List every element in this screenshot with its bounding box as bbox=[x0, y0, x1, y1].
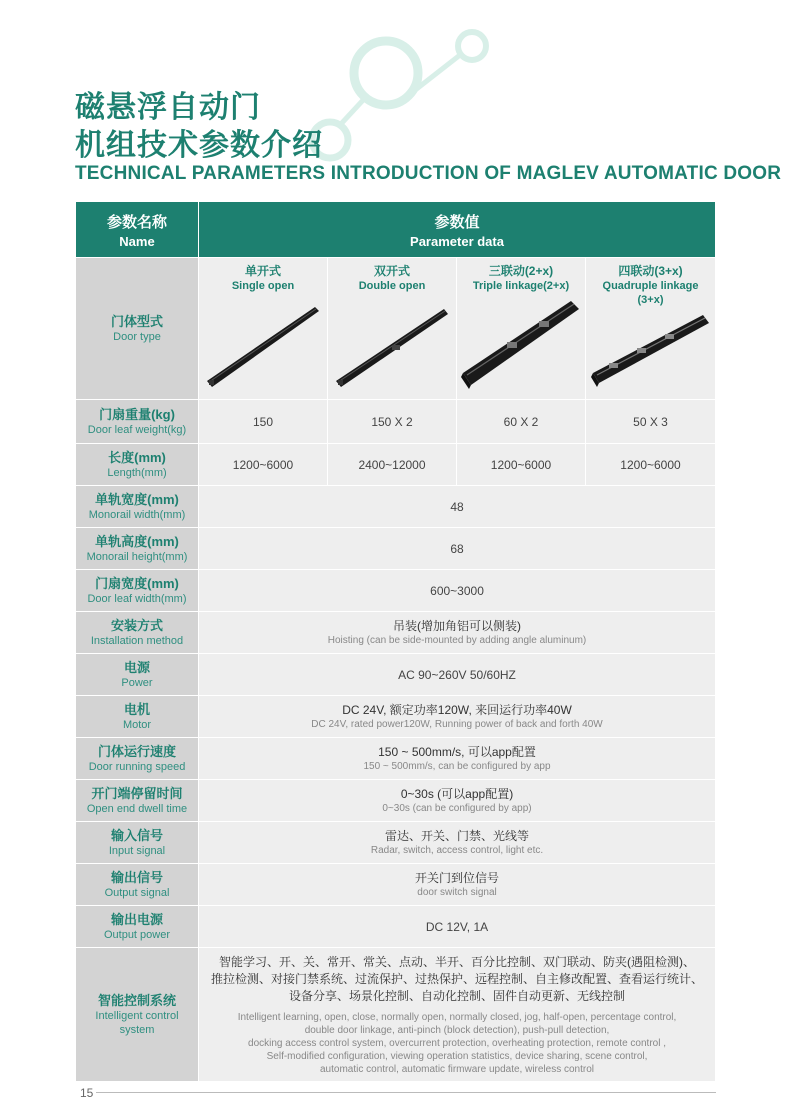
door-type-double bbox=[328, 258, 457, 400]
page-title-english: TECHNICAL PARAMETERS INTRODUCTION OF MAGLEV AUTOMATIC DOOR bbox=[75, 163, 782, 184]
value-cn: 150 ~ 500mm/s, 可以app配置 bbox=[378, 744, 536, 759]
table-row-output-signal bbox=[76, 864, 716, 906]
label-en: Door leaf width(mm) bbox=[87, 592, 187, 605]
label-en-line-2: system bbox=[119, 1023, 155, 1036]
label-cn: 单轨宽度(mm) bbox=[95, 491, 179, 507]
table-row-monorail-width bbox=[76, 486, 716, 528]
label-en: Input signal bbox=[108, 844, 166, 857]
row-label bbox=[76, 780, 199, 822]
label-cn: 输出电源 bbox=[110, 911, 163, 927]
value-cn-line: 设备分享、场景化控制、自动化控制、固件自动更新、无线控制 bbox=[289, 988, 626, 1003]
header-param-cn: 参数值 bbox=[434, 213, 480, 231]
double-rail-image bbox=[332, 297, 452, 389]
door-type-quadruple bbox=[586, 258, 716, 400]
value-cn-line: 推拉检测、对接门禁系统、过流保护、过热保护、远程控制、自主修改配置、查看运行统计、 bbox=[211, 971, 704, 986]
value-cn: 吊装(增加角铝可以侧装) bbox=[393, 618, 521, 633]
label-en: Door type bbox=[113, 330, 161, 343]
value-en: 150 ~ 500mm/s, can be configured by app bbox=[363, 760, 551, 772]
value-cn: 雷达、开关、门禁、光线等 bbox=[385, 828, 530, 843]
row-label bbox=[76, 444, 199, 486]
label-cn: 门体运行速度 bbox=[97, 743, 176, 759]
value-cell: 68 bbox=[199, 528, 716, 570]
label-cn: 长度(mm) bbox=[108, 449, 166, 465]
value-cell: 600~3000 bbox=[199, 570, 716, 612]
label-en: Power bbox=[121, 676, 153, 689]
table-row-dwell-time bbox=[76, 780, 716, 822]
spec-table bbox=[75, 201, 716, 1082]
label-cn: 智能控制系统 bbox=[97, 992, 176, 1008]
table-row-installation bbox=[76, 612, 716, 654]
header-name-cell bbox=[76, 202, 199, 258]
label-en: Length(mm) bbox=[107, 466, 167, 479]
label-cn: 电机 bbox=[123, 701, 150, 717]
page-title-line-1: 磁悬浮自动门 bbox=[75, 91, 261, 124]
triple-rail-image bbox=[459, 297, 583, 389]
header-name-en: Name bbox=[119, 233, 155, 249]
value-cell: 1200~6000 bbox=[586, 444, 716, 486]
single-rail-image bbox=[203, 297, 323, 389]
row-label bbox=[76, 822, 199, 864]
door-type-en: Quadruple linkage bbox=[602, 280, 699, 292]
label-en: Motor bbox=[122, 718, 152, 731]
label-en: Monorail width(mm) bbox=[88, 508, 186, 521]
row-label bbox=[76, 738, 199, 780]
value-en: 0~30s (can be configured by app) bbox=[382, 802, 532, 814]
value-cell: 1200~6000 bbox=[199, 444, 328, 486]
header-param-cell bbox=[199, 202, 716, 258]
table-row-input-signal bbox=[76, 822, 716, 864]
label-en: Installation method bbox=[90, 634, 184, 647]
value-cell: 60 X 2 bbox=[457, 400, 586, 444]
door-type-cn: 单开式 bbox=[244, 264, 281, 278]
value-en-line: docking access control system, overcurrent protection, overheating protection, remote control , bbox=[248, 1037, 666, 1049]
table-row-door-type bbox=[76, 258, 716, 400]
label-cn: 门体型式 bbox=[110, 313, 163, 329]
value-en-line: automatic control, automatic firmware update, wireless control bbox=[320, 1063, 595, 1075]
value-cn: DC 24V, 额定功率120W, 来回运行功率40W bbox=[342, 702, 572, 717]
value-en-line: Intelligent learning, open, close, normally open, normally closed, jog, half-open, percentage control, bbox=[237, 1011, 677, 1023]
door-type-en: Triple linkage(2+x) bbox=[472, 280, 570, 292]
value-cell bbox=[199, 780, 716, 822]
value-cell: DC 12V, 1A bbox=[199, 906, 716, 948]
door-type-cn: 双开式 bbox=[373, 264, 410, 278]
label-en: Intelligent control bbox=[95, 1009, 179, 1022]
value-cell: AC 90~260V 50/60HZ bbox=[199, 654, 716, 696]
value-en: Radar, switch, access control, light etc. bbox=[370, 844, 544, 856]
value-cell: 1200~6000 bbox=[457, 444, 586, 486]
value-cell: 50 X 3 bbox=[586, 400, 716, 444]
label-cn: 单轨高度(mm) bbox=[95, 533, 179, 549]
label-cn: 门扇重量(kg) bbox=[99, 406, 175, 422]
value-cell bbox=[199, 738, 716, 780]
table-row-motor bbox=[76, 696, 716, 738]
table-row-control-system bbox=[76, 948, 716, 1082]
page-number: 15 bbox=[80, 1086, 94, 1100]
door-type-en: Single open bbox=[231, 280, 295, 292]
row-label bbox=[76, 258, 199, 400]
label-cn: 门扇宽度(mm) bbox=[95, 575, 179, 591]
label-en: Monorail height(mm) bbox=[86, 550, 188, 563]
value-cell bbox=[199, 612, 716, 654]
label-en: Door running speed bbox=[88, 760, 186, 773]
quadruple-rail-image bbox=[589, 311, 713, 389]
value-cell bbox=[199, 864, 716, 906]
value-en-line: double door linkage, anti-pinch (block detection), push-pull detection, bbox=[304, 1024, 610, 1036]
value-cell: 150 bbox=[199, 400, 328, 444]
value-cell: 48 bbox=[199, 486, 716, 528]
row-label bbox=[76, 696, 199, 738]
door-type-en: Double open bbox=[358, 280, 426, 292]
label-en: Output signal bbox=[104, 886, 170, 899]
footer-divider bbox=[96, 1092, 716, 1093]
door-type-triple bbox=[457, 258, 586, 400]
header-param-en: Parameter data bbox=[410, 233, 504, 249]
label-en: Open end dwell time bbox=[86, 802, 188, 815]
label-cn: 电源 bbox=[123, 659, 150, 675]
row-label bbox=[76, 570, 199, 612]
value-en: door switch signal bbox=[417, 886, 497, 898]
table-row-leaf-weight bbox=[76, 400, 716, 444]
value-en: Hoisting (can be side-mounted by adding angle aluminum) bbox=[327, 634, 587, 646]
label-cn: 输出信号 bbox=[110, 869, 163, 885]
table-row-power bbox=[76, 654, 716, 696]
page-title-line-2: 机组技术参数介绍 bbox=[75, 129, 323, 162]
row-label bbox=[76, 948, 199, 1082]
label-cn: 安装方式 bbox=[110, 617, 163, 633]
row-label bbox=[76, 864, 199, 906]
table-header-row bbox=[76, 202, 716, 258]
table-row-output-power bbox=[76, 906, 716, 948]
label-cn: 输入信号 bbox=[110, 827, 163, 843]
row-label bbox=[76, 528, 199, 570]
value-cn: 0~30s (可以app配置) bbox=[400, 786, 514, 801]
label-cn: 开门端停留时间 bbox=[91, 785, 183, 801]
table-row-length bbox=[76, 444, 716, 486]
row-label bbox=[76, 612, 199, 654]
value-cell: 2400~12000 bbox=[328, 444, 457, 486]
value-en: DC 24V, rated power120W, Running power of back and forth 40W bbox=[311, 718, 603, 730]
door-type-cn: 四联动(3+x) bbox=[618, 264, 683, 278]
value-cell bbox=[199, 696, 716, 738]
table-row-monorail-height bbox=[76, 528, 716, 570]
row-label bbox=[76, 400, 199, 444]
table-row-speed bbox=[76, 738, 716, 780]
label-en: Door leaf weight(kg) bbox=[87, 423, 187, 436]
value-cell bbox=[199, 822, 716, 864]
door-type-single bbox=[199, 258, 328, 400]
row-label bbox=[76, 906, 199, 948]
row-label bbox=[76, 486, 199, 528]
table-row-leaf-width bbox=[76, 570, 716, 612]
value-en-line: Self-modified configuration, viewing operation statistics, device sharing, scene control, bbox=[266, 1050, 648, 1062]
value-cn: 开关门到位信号 bbox=[415, 870, 500, 885]
door-type-en-line-2: (3+x) bbox=[637, 294, 664, 306]
value-cn-line: 智能学习、开、关、常开、常关、点动、半开、百分比控制、双门联动、防夹(遇阻检测)、 bbox=[219, 954, 695, 969]
door-type-cn: 三联动(2+x) bbox=[488, 264, 554, 278]
row-label bbox=[76, 654, 199, 696]
label-en: Output power bbox=[103, 928, 171, 941]
value-cell bbox=[199, 948, 716, 1082]
header-name-cn: 参数名称 bbox=[106, 213, 167, 231]
value-cell: 150 X 2 bbox=[328, 400, 457, 444]
